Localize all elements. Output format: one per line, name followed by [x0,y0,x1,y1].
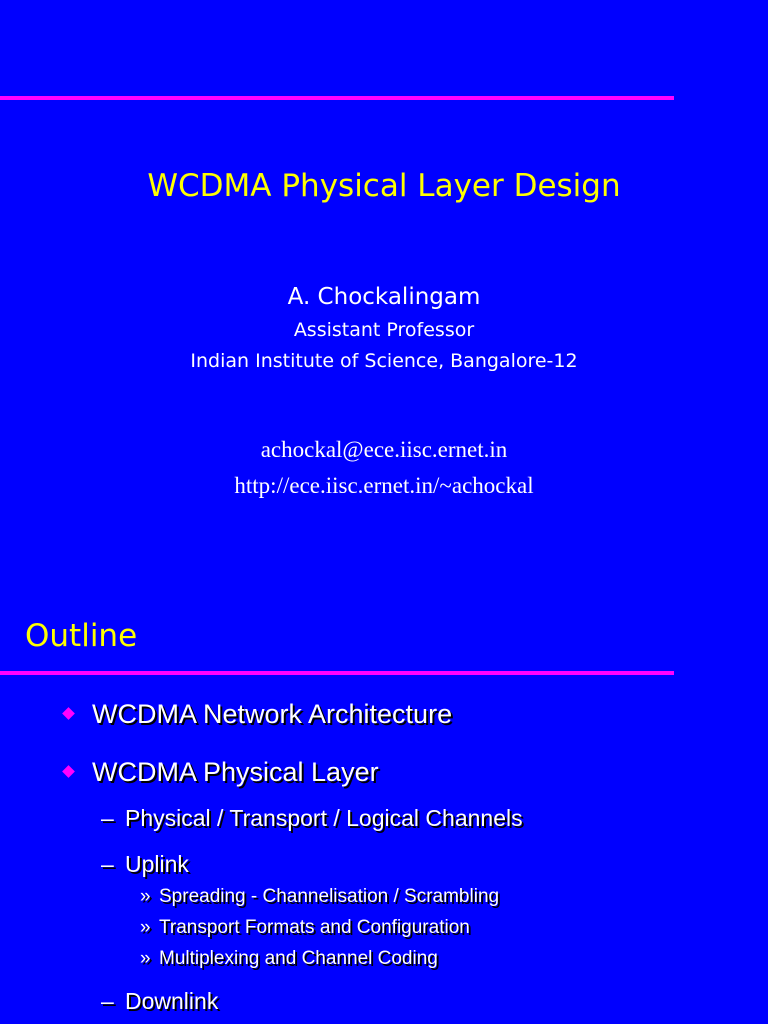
author-name: A. Chockalingam [287,284,481,310]
bullet-diamond-icon [62,707,75,720]
outline-item-physical-layer: WCDMA Physical Layer [92,757,379,787]
chevron-bullet-icon: » [140,917,151,938]
dash-bullet-icon: – [101,851,114,877]
outline-divider [0,671,674,675]
author-email[interactable]: achockal@ece.iisc.ernet.in [260,437,508,462]
outline-subsubitem-spreading: Spreading - Channelisation / Scrambling [159,886,500,907]
slide-title: WCDMA Physical Layer Design [147,168,621,204]
author-homepage-link[interactable]: http://ece.iisc.ernet.in/~achockal [234,473,534,498]
chevron-bullet-icon: » [140,886,151,907]
outline-subsubitem-multiplexing: Multiplexing and Channel Coding [159,948,438,969]
author-position: Assistant Professor [293,319,475,341]
dash-bullet-icon: – [101,988,114,1014]
outline-subitem-uplink: Uplink [125,851,189,877]
top-divider [0,96,674,100]
outline-subitem-channels: Physical / Transport / Logical Channels [125,805,523,831]
outline-subitem-downlink: Downlink [125,988,219,1014]
outline-item-network-architecture: WCDMA Network Architecture [92,699,453,729]
author-affiliation: Indian Institute of Science, Bangalore-12 [190,350,578,372]
chevron-bullet-icon: » [140,948,151,969]
bullet-diamond-icon [62,765,75,778]
outline-heading: Outline [25,618,138,654]
outline-subsubitem-transport-formats: Transport Formats and Configuration [159,917,470,938]
dash-bullet-icon: – [101,805,114,831]
